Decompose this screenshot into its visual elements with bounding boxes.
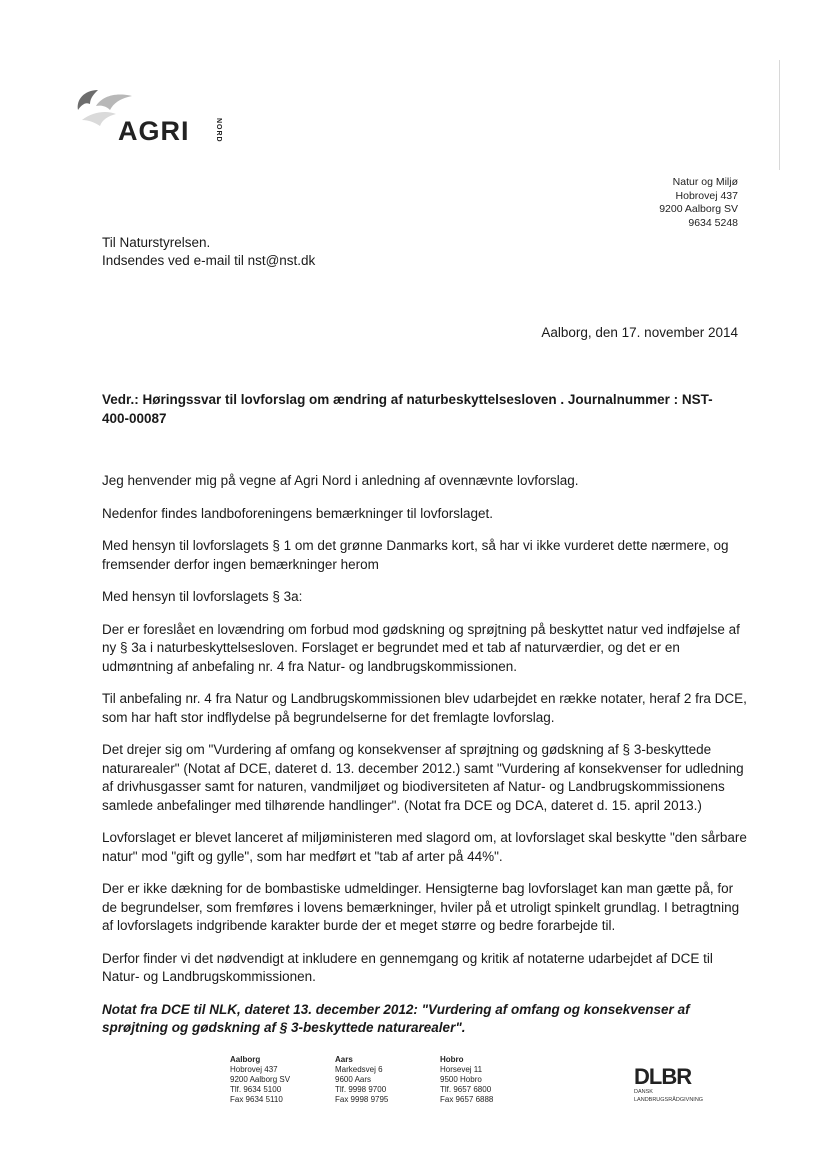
office-city: 9600 Aars <box>335 1075 372 1084</box>
recipient-block <box>102 234 315 270</box>
sender-address <box>659 176 738 230</box>
office-city: 9500 Hobro <box>440 1075 482 1084</box>
logo-nord-label: NORD <box>215 118 222 143</box>
sender-line: 9634 5248 <box>688 216 738 229</box>
body-paragraph: Med hensyn til lovforslagets § 3a: <box>102 589 303 604</box>
dlbr-subtitle-1: DANSK <box>634 1089 653 1095</box>
office-hobro <box>440 1055 493 1105</box>
sender-line: Natur og Miljø <box>672 176 738 188</box>
office-phone: Tlf. 9634 5100 <box>230 1085 282 1094</box>
office-fax: Fax 9657 6888 <box>440 1095 494 1104</box>
section-heading: Notat fra DCE til NLK, dateret 13. december 2012: "Vurdering af omfang og konsekvenser af sprøjtning og gødskning af § 3-beskyttede naturarealer". <box>102 1001 690 1035</box>
body-paragraph: Der er foreslået en lovændring om forbud mod gødskning og sprøjtning på beskyttet natur ved indføjelse af ny § 3a i naturbeskyttelsesloven. Forslaget er begrundet med et tab af naturværdier, og det er en udmøntning af anbefaling nr. 4 fra Natur- og landbrugskommissionen. <box>102 621 740 674</box>
office-street: Hobrovej 437 <box>230 1065 278 1074</box>
dlbr-logo <box>634 1066 744 1102</box>
recipient-name: Til Naturstyrelsen. <box>102 235 211 250</box>
office-phone: Tlf. 9998 9700 <box>335 1085 387 1094</box>
body-paragraph: Derfor finder vi det nødvendigt at inkludere en gennemgang og kritik af notaterne udarbejdet af DCE til Natur- og Landbrugskommissionen. <box>102 950 713 984</box>
body-paragraph: Jeg henvender mig på vegne af Agri Nord i anledning af ovennævnte lovforslag. <box>102 473 579 488</box>
logo-wordmark: AGRI <box>118 116 190 146</box>
office-name: Hobro <box>440 1055 464 1064</box>
office-city: 9200 Aalborg SV <box>230 1075 291 1084</box>
recipient-email-line: Indsendes ved e-mail til nst@nst.dk <box>102 253 316 268</box>
body-paragraph: Der er ikke dækning for de bombastiske udmeldinger. Hensigterne bag lovforslaget kan man gætte på, for de begrundelser, som fremføres i lovens bemærkninger, hviler på et utroligt spinkelt grundlag. I betragtning af lovforslagets indgribende karakter burde der et meget større og bedre forarbejde til. <box>102 881 740 933</box>
dlbr-subtitle-2: LANDBRUGSRÅDGIVNING <box>634 1096 704 1103</box>
office-aars <box>335 1055 388 1105</box>
office-aalborg <box>230 1055 290 1105</box>
dlbr-wordmark: DLBR <box>634 1064 692 1089</box>
office-fax: Fax 9634 5110 <box>230 1095 283 1104</box>
sender-line: Hobrovej 437 <box>675 189 738 202</box>
office-name: Aars <box>335 1055 353 1064</box>
letter-date: Aalborg, den 17. november 2014 <box>541 325 738 340</box>
body-paragraph: Nedenfor findes landboforeningens bemærkninger til lovforslaget. <box>102 505 493 521</box>
office-street: Markedsvej 6 <box>335 1065 383 1074</box>
body-paragraph: Lovforslaget er blevet lanceret af miljøministeren med slagord om, at lovforslaget skal beskytte "den sårbare natur" mod "gift og gylle", som har medført et "tab af arter på 44%". <box>102 830 747 864</box>
body-paragraph: Til anbefaling nr. 4 fra Natur og Landbrugskommissionen blev udarbejdet en række notater, heraf 2 fra DCE, som har haft stor indflydelse på begrundelserne for det fremlagte lovforslag. <box>102 691 747 725</box>
office-fax: Fax 9998 9795 <box>335 1095 389 1104</box>
office-name: Aalborg <box>230 1055 261 1064</box>
office-street: Horsevej 11 <box>440 1065 483 1074</box>
agri-nord-logo <box>72 80 232 150</box>
body-paragraph: Det drejer sig om "Vurdering af omfang og konsekvenser af sprøjtning og gødskning af § 3-beskyttede naturarealer" (Notat af DCE, dateret d. 13. december 2012.) samt "Vurdering af konsekvenser for udledning af drivhusgasser samt for naturen, vandmiljøet og biodiversiteten af Natur- og Landbrugskommissionens samlede anbefalinger med tilhørende handlinger". (Notat fra DCE og DCA, dateret d. 15. april 2013.) <box>102 742 744 813</box>
sender-line: 9200 Aalborg SV <box>659 203 738 215</box>
scan-edge-line <box>779 60 780 170</box>
office-phone: Tlf. 9657 6800 <box>440 1085 492 1094</box>
footer-offices <box>230 1055 650 1105</box>
letter-body <box>102 472 747 1052</box>
body-paragraph: Med hensyn til lovforslagets § 1 om det grønne Danmarks kort, så har vi ikke vurderet dette nærmere, og fremsender derfor ingen bemærkninger herom <box>102 538 729 572</box>
letter-subject: Vedr.: Høringssvar til lovforslag om ændring af naturbeskyttelsesloven . Journalnummer : NST-400-00087 <box>102 392 713 426</box>
